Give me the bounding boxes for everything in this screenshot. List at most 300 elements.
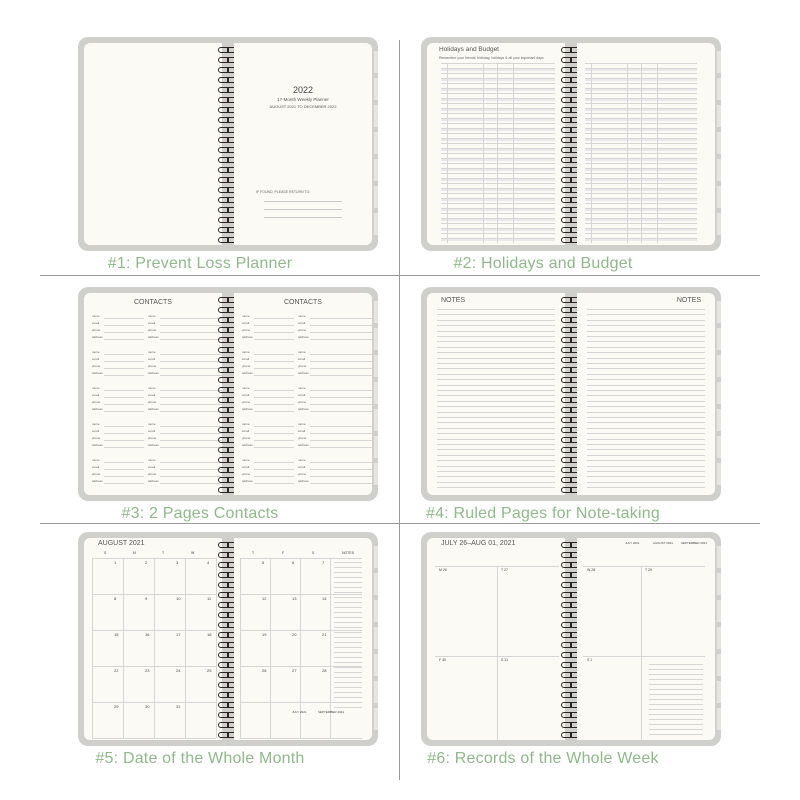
contact-field-label: email xyxy=(242,465,250,469)
table-row xyxy=(441,178,555,179)
planner xyxy=(78,532,378,746)
contact-field-label: email xyxy=(242,429,250,433)
contact-field-label: name xyxy=(92,314,100,318)
ruled-line xyxy=(587,428,705,429)
todo-line xyxy=(649,689,703,690)
ruled-line xyxy=(437,390,555,391)
panel-contacts xyxy=(0,250,400,522)
week-line xyxy=(583,566,705,567)
side-tab xyxy=(716,463,721,485)
ruled-line xyxy=(437,347,555,348)
contact-field-line xyxy=(254,483,294,484)
ruled-line xyxy=(587,390,705,391)
contact-field-label: phone xyxy=(148,472,157,476)
contact-field-line xyxy=(104,476,144,477)
contact-field-label: email xyxy=(298,465,306,469)
date-number: 18 xyxy=(207,632,212,637)
contact-field-label: email xyxy=(298,357,306,361)
contact-field-line xyxy=(160,354,222,355)
tab-strip xyxy=(717,538,721,740)
ruled-line xyxy=(587,471,705,472)
contact-field-label: address xyxy=(148,335,159,339)
contact-field-line xyxy=(160,433,222,434)
ruled-line xyxy=(437,444,555,445)
table-row xyxy=(441,68,555,69)
ruled-line xyxy=(587,314,705,315)
contact-field-label: address xyxy=(148,407,159,411)
contact-field-label: phone xyxy=(148,436,157,440)
ruled-line xyxy=(437,433,555,434)
right-page xyxy=(577,43,715,245)
table-row xyxy=(441,218,555,219)
table-row xyxy=(441,193,555,194)
mini-month-september: SEPTEMBER 2021 xyxy=(318,710,345,714)
table-row xyxy=(441,63,555,64)
contact-field-label: email xyxy=(92,465,100,469)
contact-field-label: phone xyxy=(242,436,251,440)
ruled-line xyxy=(437,374,555,375)
contact-field-label: phone xyxy=(92,364,101,368)
contact-field-label: address xyxy=(92,479,103,483)
contact-field-line xyxy=(104,462,144,463)
ruled-line xyxy=(437,412,555,413)
ruled-line xyxy=(437,368,555,369)
contact-field-line xyxy=(254,339,294,340)
contact-field-label: email xyxy=(242,393,250,397)
calendar-col-line xyxy=(240,558,241,738)
table-column-line xyxy=(513,63,514,243)
ruled-line xyxy=(587,433,705,434)
contact-field-label: address xyxy=(242,479,253,483)
date-number: 26 xyxy=(262,668,267,673)
table-row xyxy=(441,78,555,79)
contacts-title-left: CONTACTS xyxy=(134,299,172,306)
ruled-line xyxy=(437,336,555,337)
week-col-line xyxy=(641,566,642,740)
contact-field-label: phone xyxy=(148,400,157,404)
date-number: 14 xyxy=(322,596,327,601)
contact-field-line xyxy=(254,325,294,326)
contact-field-label: email xyxy=(148,465,156,469)
date-number: 6 xyxy=(292,560,295,565)
side-tab xyxy=(716,186,721,208)
date-number: 16 xyxy=(145,632,150,637)
side-tab xyxy=(716,51,721,73)
todo-line xyxy=(649,679,703,680)
date-number: 12 xyxy=(262,596,267,601)
ruled-line xyxy=(437,379,555,380)
contact-field-label: email xyxy=(92,321,100,325)
contact-field-label: address xyxy=(298,407,309,411)
ruled-line xyxy=(437,417,555,418)
side-tab xyxy=(716,78,721,100)
contact-field-label: name xyxy=(298,386,306,390)
tab-strip xyxy=(717,43,721,245)
contact-field-line xyxy=(160,411,222,412)
table-row xyxy=(441,188,555,189)
contact-field-label: name xyxy=(92,350,100,354)
table-row xyxy=(441,93,555,94)
table-row xyxy=(441,233,555,234)
table-column-line xyxy=(483,63,484,243)
contact-field-line xyxy=(254,440,294,441)
contact-field-line xyxy=(160,390,222,391)
contact-field-label: email xyxy=(148,393,156,397)
contact-field-label: phone xyxy=(92,328,101,332)
ruled-line xyxy=(587,449,705,450)
contact-field-line xyxy=(254,397,294,398)
contact-field-label: name xyxy=(92,386,100,390)
week-title: JULY 26–AUG 01, 2021 xyxy=(441,540,516,547)
weekday-header: F xyxy=(282,551,285,555)
todo-line xyxy=(649,674,703,675)
date-number: 25 xyxy=(207,668,212,673)
side-tab xyxy=(716,105,721,127)
contact-field-line xyxy=(104,483,144,484)
ruled-line xyxy=(587,385,705,386)
contact-field-label: address xyxy=(148,479,159,483)
todo-line xyxy=(649,719,703,720)
contact-field-label: email xyxy=(148,357,156,361)
table-row xyxy=(441,203,555,204)
contact-field-line xyxy=(160,332,222,333)
calendar-col-line xyxy=(154,558,155,738)
ruled-line xyxy=(587,358,705,359)
table-row xyxy=(441,123,555,124)
date-number: 19 xyxy=(262,632,267,637)
table-column-line xyxy=(591,63,592,243)
weekday-header: T xyxy=(252,551,255,555)
table-column-line xyxy=(497,63,498,243)
ruled-line xyxy=(587,352,705,353)
ruled-line xyxy=(437,449,555,450)
ruled-line xyxy=(587,336,705,337)
day-label: F 30 xyxy=(439,658,447,662)
date-number: 22 xyxy=(114,668,119,673)
table-row xyxy=(441,73,555,74)
ruled-line xyxy=(437,395,555,396)
tab-strip xyxy=(717,293,721,495)
panel-week xyxy=(343,495,743,767)
contact-field-label: email xyxy=(298,393,306,397)
ruled-line xyxy=(437,476,555,477)
table-row xyxy=(441,83,555,84)
notes-title-right: NOTES xyxy=(676,297,701,304)
ruled-line xyxy=(587,401,705,402)
contact-field-line xyxy=(254,447,294,448)
side-tab xyxy=(716,159,721,181)
panel-notes xyxy=(343,250,743,522)
contact-field-line xyxy=(254,318,294,319)
table-row xyxy=(441,213,555,214)
contact-field-line xyxy=(104,426,144,427)
table-row xyxy=(441,108,555,109)
ruled-line xyxy=(587,476,705,477)
contact-field-label: name xyxy=(298,314,306,318)
panel-month xyxy=(0,495,400,767)
ruled-line xyxy=(437,341,555,342)
year-label: 2022 xyxy=(292,85,314,95)
contact-field-label: address xyxy=(148,443,159,447)
table-row xyxy=(441,148,555,149)
contact-field-line xyxy=(160,476,222,477)
ruled-line xyxy=(437,314,555,315)
contact-field-label: name xyxy=(242,458,250,462)
contact-field-line xyxy=(254,433,294,434)
contact-field-label: address xyxy=(298,479,309,483)
contact-field-label: phone xyxy=(92,436,101,440)
todo-line xyxy=(649,704,703,705)
ruled-line xyxy=(587,455,705,456)
date-number: 24 xyxy=(176,668,181,673)
contact-field-label: address xyxy=(298,335,309,339)
todo-line xyxy=(649,724,703,725)
left-page xyxy=(84,293,222,495)
todo-line xyxy=(649,729,703,730)
contact-field-label: name xyxy=(242,350,250,354)
contact-field-line xyxy=(104,397,144,398)
side-tab xyxy=(716,436,721,458)
side-tab xyxy=(716,573,721,595)
todo-line xyxy=(649,669,703,670)
table-row xyxy=(441,88,555,89)
contact-field-label: phone xyxy=(298,472,307,476)
table-row xyxy=(441,113,555,114)
table-column-line xyxy=(641,63,642,243)
ruled-line xyxy=(587,482,705,483)
month-title: AUGUST 2021 xyxy=(98,540,145,547)
ruled-line xyxy=(437,385,555,386)
contact-field-line xyxy=(160,469,222,470)
side-tab xyxy=(716,213,721,235)
ruled-line xyxy=(587,347,705,348)
date-number: 9 xyxy=(145,596,148,601)
contact-field-label: name xyxy=(148,458,156,462)
contact-field-line xyxy=(254,332,294,333)
planner xyxy=(421,532,721,746)
ruled-line xyxy=(437,309,555,310)
date-number: 17 xyxy=(176,632,181,637)
contact-field-label: phone xyxy=(92,400,101,404)
weekday-header: W xyxy=(191,551,195,555)
contact-field-label: name xyxy=(298,458,306,462)
contact-field-line xyxy=(104,411,144,412)
day-label: S 1 xyxy=(587,658,593,662)
ruled-line xyxy=(587,412,705,413)
contact-field-line xyxy=(160,339,222,340)
contact-field-line xyxy=(104,361,144,362)
planner xyxy=(421,37,721,251)
ruled-line xyxy=(437,455,555,456)
ruled-line xyxy=(587,379,705,380)
side-tab xyxy=(716,654,721,676)
weekday-header: S xyxy=(104,551,107,555)
ruled-line xyxy=(587,320,705,321)
table-column-line xyxy=(447,63,448,243)
date-number: 7 xyxy=(322,560,325,565)
contact-field-label: name xyxy=(148,314,156,318)
table-row xyxy=(441,223,555,224)
day-label: T 27 xyxy=(501,568,508,572)
contact-field-label: name xyxy=(242,386,250,390)
mini-month: JULY 2021 xyxy=(625,541,640,545)
contact-field-label: phone xyxy=(148,328,157,332)
contact-field-label: address xyxy=(92,407,103,411)
date-number: 3 xyxy=(176,560,179,565)
table-row xyxy=(441,143,555,144)
contact-field-label: name xyxy=(148,386,156,390)
contact-field-line xyxy=(254,411,294,412)
contact-field-label: phone xyxy=(242,472,251,476)
ruled-line xyxy=(437,487,555,488)
weekday-header: T xyxy=(162,551,165,555)
table-row xyxy=(441,103,555,104)
contact-field-line xyxy=(104,447,144,448)
todo-line xyxy=(649,664,703,665)
contact-field-label: phone xyxy=(242,364,251,368)
week-line xyxy=(583,656,705,657)
table-row xyxy=(441,133,555,134)
contact-field-label: email xyxy=(242,357,250,361)
contact-field-label: phone xyxy=(298,328,307,332)
ruled-line xyxy=(587,325,705,326)
contact-field-label: address xyxy=(242,407,253,411)
date-number: 29 xyxy=(114,704,119,709)
return-line xyxy=(264,201,342,202)
ruled-line xyxy=(437,406,555,407)
todo-line xyxy=(649,684,703,685)
side-tab xyxy=(716,708,721,730)
contact-field-line xyxy=(254,426,294,427)
contact-field-line xyxy=(104,354,144,355)
ruled-line xyxy=(587,417,705,418)
ruled-line xyxy=(437,358,555,359)
contact-field-line xyxy=(104,325,144,326)
contact-field-line xyxy=(160,368,222,369)
date-number: 21 xyxy=(322,632,327,637)
ruled-line xyxy=(437,363,555,364)
ruled-line xyxy=(437,352,555,353)
ruled-line xyxy=(587,309,705,310)
contact-field-line xyxy=(254,375,294,376)
contact-field-label: address xyxy=(242,335,253,339)
day-label: S 31 xyxy=(501,658,509,662)
table-row xyxy=(441,118,555,119)
calendar-col-line xyxy=(185,558,186,738)
calendar-row-line xyxy=(92,738,216,739)
contact-field-line xyxy=(160,404,222,405)
contact-field-line xyxy=(160,375,222,376)
page-hint: Remember your friends' birthday, holidays & all your important days xyxy=(439,56,544,60)
panel-holidays-budget xyxy=(343,0,743,272)
todo-line xyxy=(649,694,703,695)
calendar-col-line xyxy=(123,558,124,738)
contact-field-label: phone xyxy=(242,400,251,404)
table-row xyxy=(441,173,555,174)
contact-field-label: address xyxy=(242,371,253,375)
date-number: 8 xyxy=(114,596,117,601)
weekday-header: S xyxy=(312,551,315,555)
contact-field-label: phone xyxy=(298,400,307,404)
ruled-line xyxy=(437,471,555,472)
caption: #1: Prevent Loss Planner xyxy=(107,255,293,272)
ruled-line xyxy=(587,466,705,467)
contact-field-label: phone xyxy=(298,436,307,440)
ruled-line xyxy=(437,331,555,332)
ruled-line xyxy=(437,401,555,402)
contact-field-line xyxy=(160,361,222,362)
contact-field-label: address xyxy=(242,443,253,447)
ruled-line xyxy=(587,368,705,369)
date-number: 10 xyxy=(176,596,181,601)
contact-field-line xyxy=(160,483,222,484)
contact-field-label: phone xyxy=(92,472,101,476)
date-range: AUGUST 2021 TO DECEMBER 2022 xyxy=(269,104,337,109)
table-row xyxy=(441,238,555,239)
side-tab xyxy=(716,328,721,350)
date-number: 27 xyxy=(292,668,297,673)
contact-field-label: email xyxy=(148,429,156,433)
contact-field-label: name xyxy=(242,422,250,426)
side-tab xyxy=(716,627,721,649)
found-label: IF FOUND, PLEASE RETURN TO: xyxy=(256,190,311,194)
return-line xyxy=(264,217,342,218)
contact-field-line xyxy=(160,426,222,427)
contact-field-label: name xyxy=(298,422,306,426)
contact-field-label: name xyxy=(92,458,100,462)
table-column-line xyxy=(627,63,628,243)
contact-field-line xyxy=(160,440,222,441)
contact-field-line xyxy=(254,404,294,405)
contact-field-label: email xyxy=(298,321,306,325)
contact-field-line xyxy=(254,476,294,477)
todo-line xyxy=(649,699,703,700)
ruled-line xyxy=(587,406,705,407)
side-tab xyxy=(716,382,721,404)
ruled-line xyxy=(587,422,705,423)
side-tab xyxy=(716,355,721,377)
contact-field-label: name xyxy=(92,422,100,426)
contact-field-line xyxy=(104,318,144,319)
caption: #4: Ruled Pages for Note-taking xyxy=(426,505,660,522)
side-tab xyxy=(716,600,721,622)
planner xyxy=(421,287,721,501)
side-tab xyxy=(716,132,721,154)
contact-field-label: name xyxy=(242,314,250,318)
panel-prevent-loss xyxy=(0,0,400,272)
notes-title-left: NOTES xyxy=(441,297,466,304)
date-number: 30 xyxy=(145,704,150,709)
ruled-line xyxy=(437,325,555,326)
contact-field-line xyxy=(160,325,222,326)
ruled-line xyxy=(437,428,555,429)
ruled-line xyxy=(437,482,555,483)
left-page xyxy=(427,43,565,245)
caption: #2: Holidays and Budget xyxy=(453,255,633,272)
ruled-line xyxy=(587,487,705,488)
right-page xyxy=(577,293,715,495)
weekday-header: M xyxy=(133,551,136,555)
day-label: T 29 xyxy=(645,568,652,572)
table-row xyxy=(441,163,555,164)
side-tab xyxy=(716,301,721,323)
contact-field-label: address xyxy=(298,443,309,447)
contact-field-label: email xyxy=(92,429,100,433)
table-row xyxy=(441,153,555,154)
contact-field-line xyxy=(104,404,144,405)
contact-field-line xyxy=(160,462,222,463)
return-line xyxy=(264,209,342,210)
